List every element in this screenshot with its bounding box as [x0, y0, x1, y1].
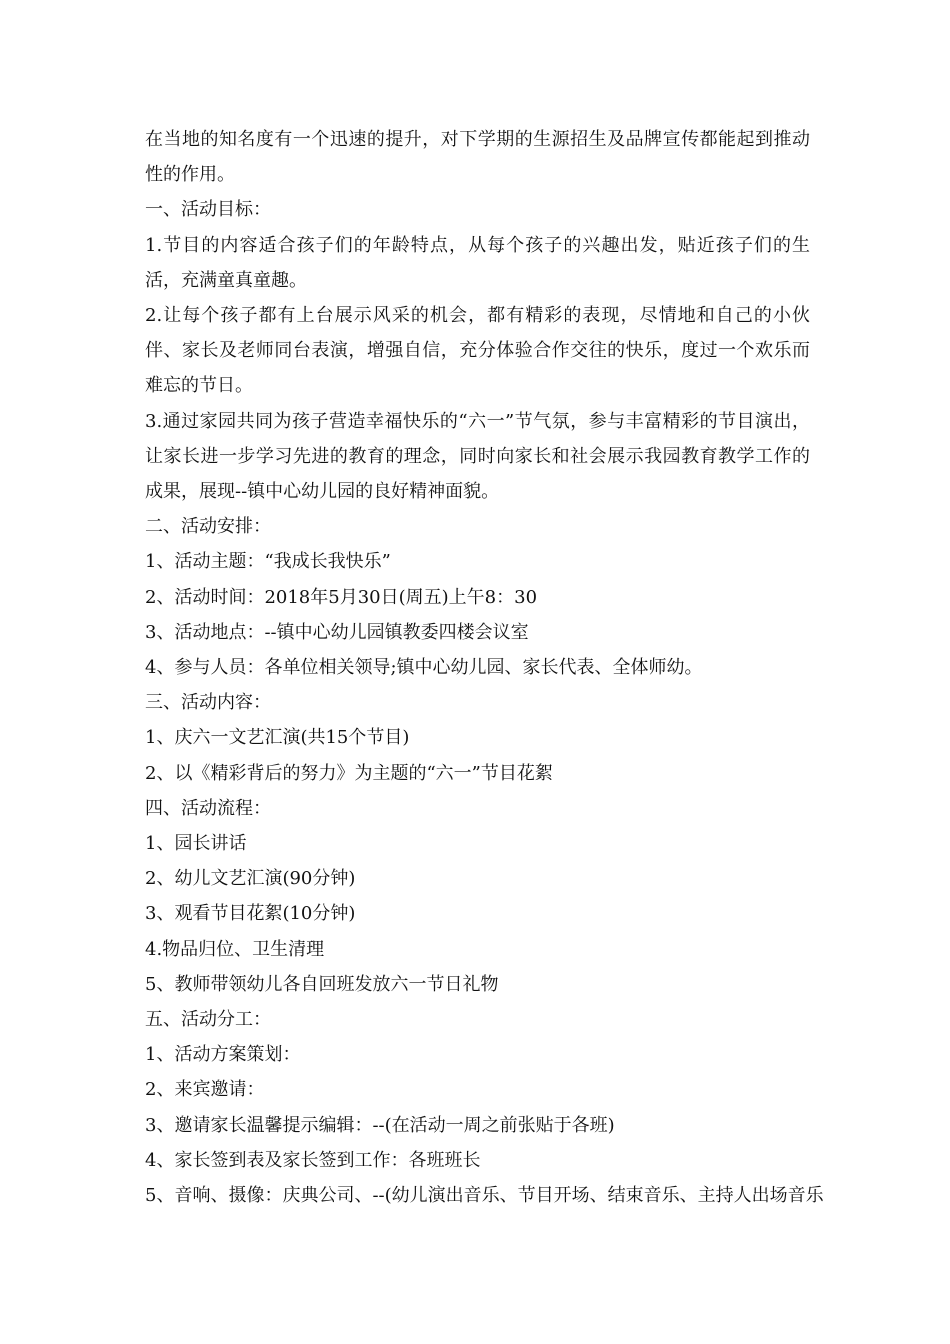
item-performance: 1、庆六一文艺汇演(共15个节目)	[145, 727, 410, 749]
paragraph-intro: 在当地的知名度有一个迅速的提升，对下学期的生源招生及品牌宣传都能起到推动性的作用。	[145, 129, 810, 186]
heading-arrangement: 二、活动安排：	[145, 516, 271, 538]
heading-content: 三、活动内容：	[145, 692, 271, 714]
item-speech: 1、园长讲话	[145, 833, 247, 855]
item-location: 3、活动地点：--镇中心幼儿园镇教委四楼会议室	[145, 621, 529, 643]
item-watch: 3、观看节目花絮(10分钟)	[145, 903, 356, 925]
item-time: 2、活动时间：2018年5月30日(周五)上午8：30	[145, 586, 538, 608]
item-cleanup: 4.物品归位、卫生清理	[145, 938, 325, 960]
item-planning: 1、活动方案策划：	[145, 1044, 301, 1066]
paragraph-goal-2: 2.让每个孩子都有上台展示风采的机会，都有精彩的表现，尽情地和自己的小伙伴、家长及老师同台表演，增强自信，充分体验合作交往的快乐，度过一个欢乐而难忘的节日。	[145, 305, 810, 397]
heading-process: 四、活动流程：	[145, 797, 271, 819]
item-invitation: 2、来宾邀请：	[145, 1079, 265, 1101]
item-signin: 4、家长签到表及家长签到工作：各班班长	[145, 1149, 481, 1171]
paragraph-goal-1: 1.节目的内容适合孩子们的年龄特点，从每个孩子的兴趣出发，贴近孩子们的生活，充满童真童趣。	[145, 234, 810, 291]
document-body	[145, 122, 824, 1213]
item-theme: 1、活动主题：“我成长我快乐”	[145, 551, 391, 573]
heading-division: 五、活动分工：	[145, 1009, 271, 1031]
item-audio-video: 5、音响、摄像：庆典公司、--(幼儿演出音乐、节目开场、结束音乐、主持人出场音乐	[145, 1185, 824, 1207]
heading-goals: 一、活动目标：	[145, 199, 271, 221]
item-show: 2、幼儿文艺汇演(90分钟)	[145, 868, 356, 890]
item-gifts: 5、教师带领幼儿各自回班发放六一节日礼物	[145, 973, 499, 995]
item-highlights: 2、以《精彩背后的努力》为主题的“六一”节目花絮	[145, 762, 553, 784]
paragraph-goal-3: 3.通过家园共同为孩子营造幸福快乐的“六一”节气氛，参与丰富精彩的节目演出，让家长进一步学习先进的教育的理念，同时向家长和社会展示我园教育教学工作的成果，展现--镇中心幼儿园的良好精神面貌。	[145, 410, 810, 503]
item-parent-notice: 3、邀请家长温馨提示编辑：--(在活动一周之前张贴于各班)	[145, 1114, 615, 1136]
item-participants: 4、参与人员：各单位相关领导;镇中心幼儿园、家长代表、全体师幼。	[145, 657, 703, 679]
